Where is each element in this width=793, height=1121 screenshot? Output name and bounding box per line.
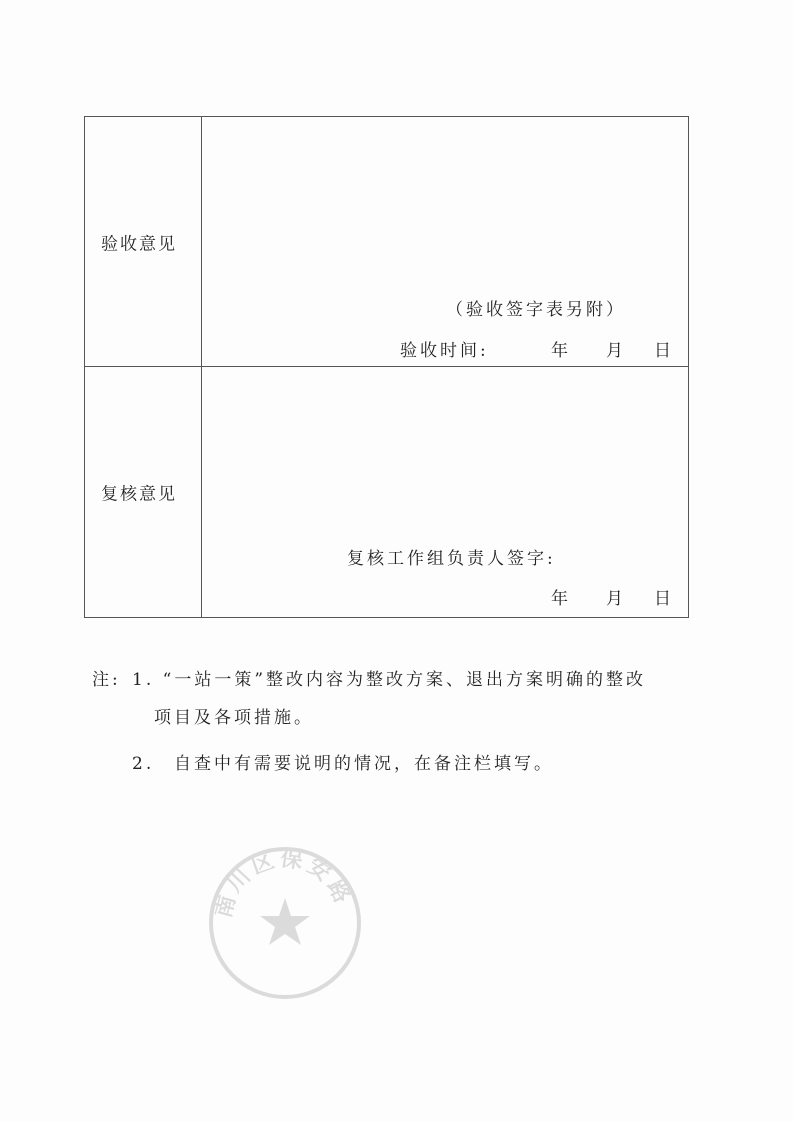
note-item-2-number: 2. <box>132 754 155 774</box>
note-item-2-text: 自查中有需要说明的情况，在备注栏填写。 <box>174 754 554 774</box>
acceptance-month: 月 <box>606 341 626 361</box>
official-seal <box>205 843 365 1003</box>
attachment-note: （验收签字表另附） <box>446 300 626 320</box>
review-signature-label: 复核工作组负责人签字: <box>347 549 556 569</box>
review-content-cell <box>202 367 688 617</box>
note-item-1-line-1: 1. “一站一策”整改内容为整改方案、退出方案明确的整改 <box>132 670 647 690</box>
review-label-cell <box>85 367 202 617</box>
review-year: 年 <box>551 589 571 609</box>
notes-prefix: 注: <box>92 670 121 690</box>
review-form-table <box>84 116 689 618</box>
acceptance-content-cell <box>202 117 688 366</box>
review-day: 日 <box>654 589 674 609</box>
review-month: 月 <box>606 589 626 609</box>
svg-text:南川区保安路: 南川区保安路 <box>210 845 358 921</box>
review-label: 复核意见 <box>101 484 177 505</box>
acceptance-label: 验收意见 <box>101 234 177 254</box>
acceptance-day: 日 <box>654 341 674 361</box>
note-item-1-line-2: 项目及各项措施。 <box>154 708 314 728</box>
acceptance-label-cell <box>85 117 202 366</box>
acceptance-time-label: 验收时间: <box>400 341 489 361</box>
acceptance-year: 年 <box>551 341 571 361</box>
review-row <box>85 367 688 617</box>
acceptance-row <box>85 117 688 367</box>
